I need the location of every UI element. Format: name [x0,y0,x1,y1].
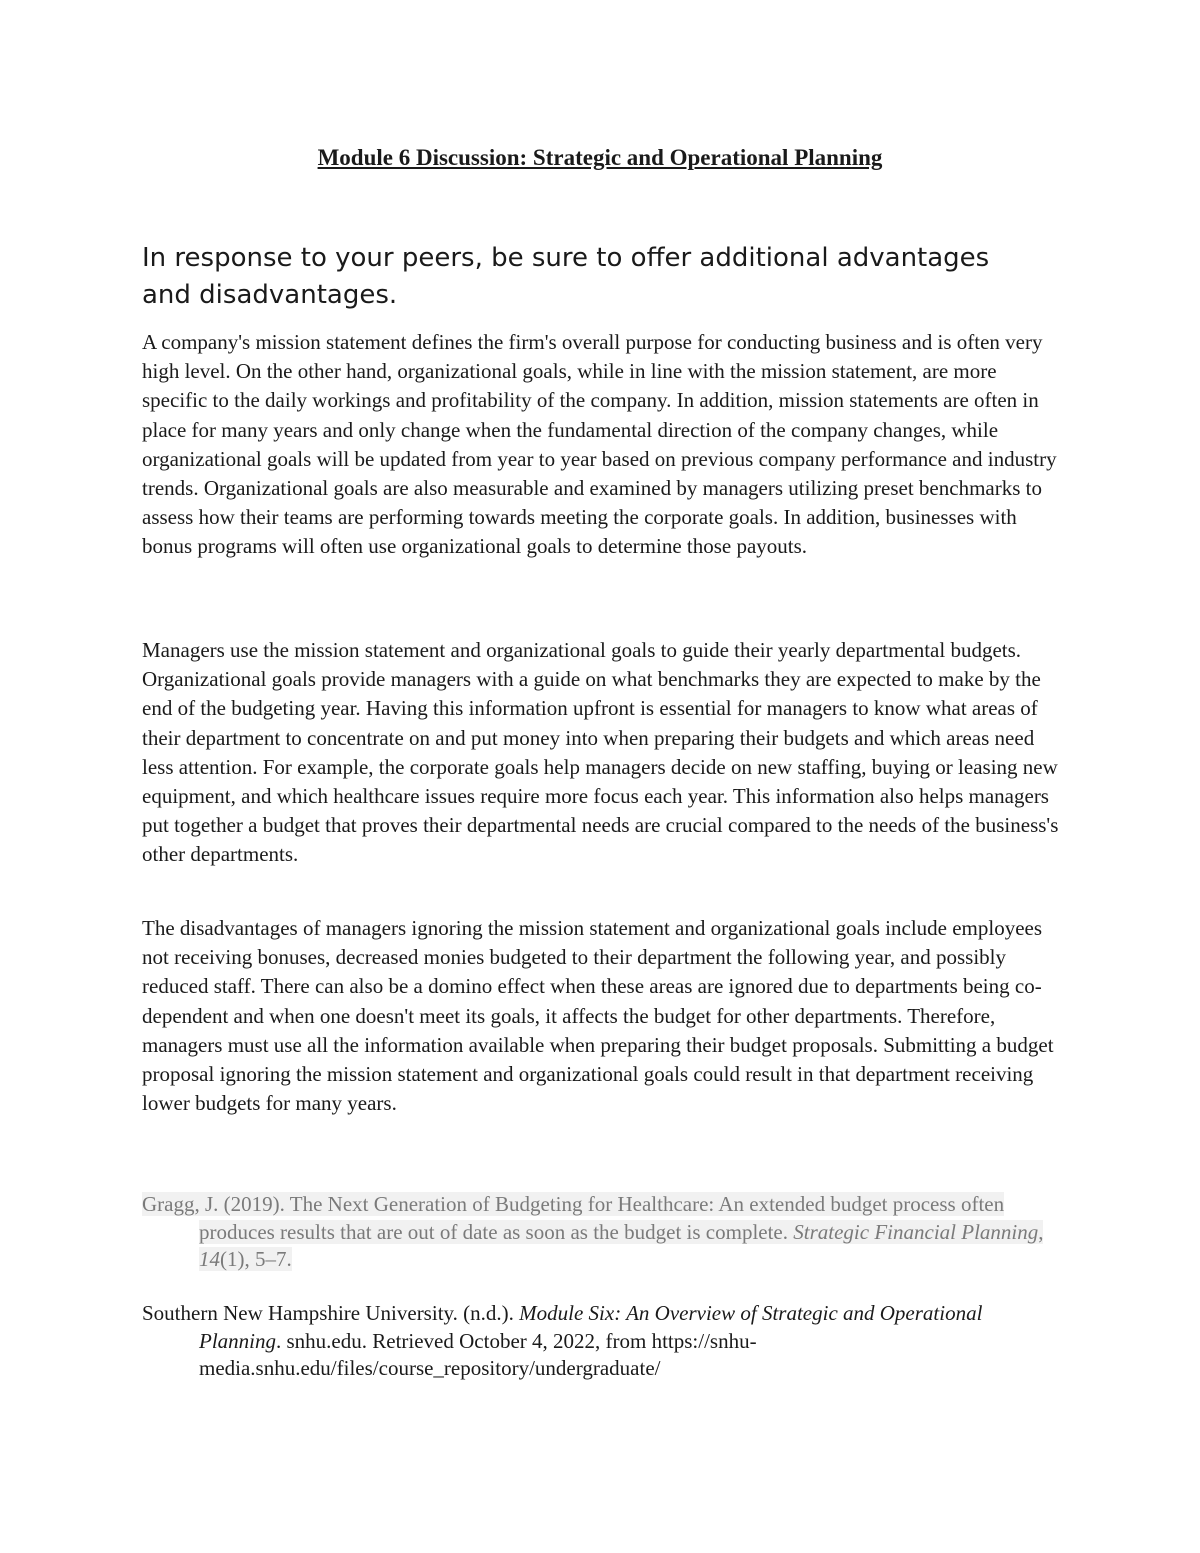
reference-volume: 14 [199,1247,220,1271]
reference-separator: , [1038,1219,1044,1244]
paragraph-disadvantages: The disadvantages of managers ignoring the mission statement and organizational goals include employees not receiving bonuses, decreased monies budgeted to their department the following year, and possibly reduced staff. There can also be a domino effect when these areas are ignored due to departments being co-dependent and when one doesn't meet its goals, it affects the budget for other departments. Therefore, managers must use all the information available when preparing their budget proposals. Submitting a budget proposal ignoring the mission statement and organizational goals could result in that department receiving lower budgets for many years. [142,916,1054,1116]
reference-lead: Gragg, J. (2019). The Next Generation of Budgeting for Healthcare: An extended budget process often produces results that are out of date as soon as the budget is complete. [142,1192,1005,1244]
reference-lead: Southern New Hampshire University. (n.d.). [142,1301,520,1325]
reference-gragg [142,1191,1062,1274]
paragraph-mission-vs-goals: A company's mission statement defines the firm's overall purpose for conducting business and is often very high level. On the other hand, organizational goals, while in line with the mission statement, are more specific to the daily workings and profitability of the company. In addition, mission statements are often in place for many years and only change when the fundamental direction of the company changes, while organizational goals will be updated from year to year based on previous company performance and industry trends. Organizational goals are also measurable and examined by managers utilizing preset benchmarks to assess how their teams are performing towards meeting the corporate goals. In addition, businesses with bonus programs will often use organizational goals to determine those payouts. [142,330,1057,559]
reference-work-title: Module Six: An Overview of Strategic and Operational Planning [199,1301,983,1353]
document-title: Module 6 Discussion: Strategic and Operational Planning [317,145,883,170]
reference-journal: Strategic Financial Planning [793,1219,1039,1244]
reference-entry [142,1300,1062,1383]
reference-tail: . snhu.edu. Retrieved October 4, 2022, from https://snhu-media.snhu.edu/files/course_repository/undergraduate/ [199,1328,757,1380]
reference-snhu [142,1300,1062,1383]
reference-entry [142,1191,1062,1274]
reference-text-highlight [142,1192,1043,1271]
discussion-prompt: In response to your peers, be sure to offer additional advantages and disadvantages. [142,243,990,310]
reference-tail: (1), 5–7. [220,1247,292,1271]
paragraph-budget-guidance: Managers use the mission statement and organizational goals to guide their yearly departmental budgets. Organizational goals provide managers with a guide on what benchmarks they are expected to make by the end of the budgeting year. Having this information upfront is essential for managers to know what areas of their department to concentrate on and put money into when preparing their budgets and which areas need less attention. For example, the corporate goals help managers decide on new staffing, buying or leasing new equipment, and which healthcare issues require more focus each year. This information also helps managers put together a budget that proves their departmental needs are crucial compared to the needs of the business's other departments. [142,638,1059,867]
